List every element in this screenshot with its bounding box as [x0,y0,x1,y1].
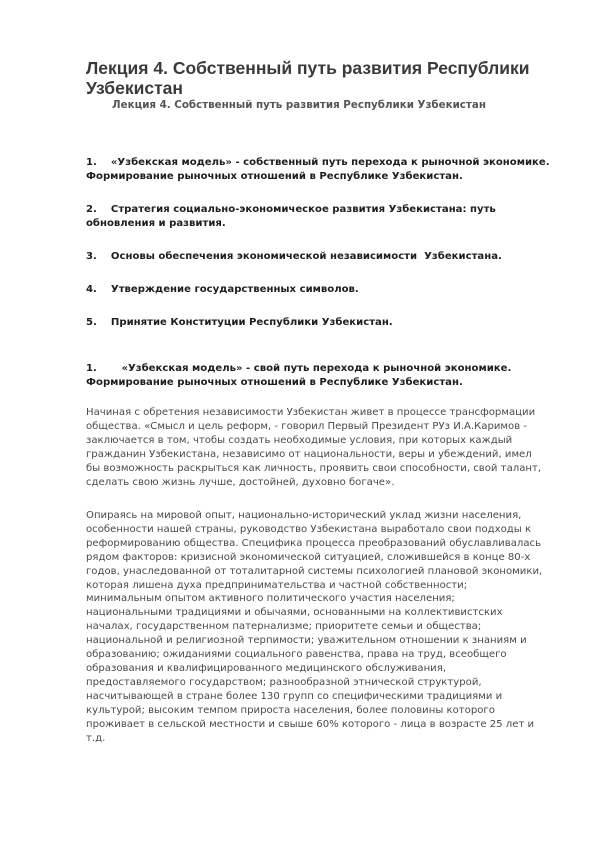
outline-item: 2. Стратегия социально-экономическое развития Узбекистана: путь обновления и развития. [86,204,500,229]
outline-item: 1. «Узбекская модель» - собственный путь перехода к рыночной экономике. Формирование рыночных отношений в Республике Узбекистан. [86,157,554,182]
outline-item: 3. Основы обеспечения экономической независимости Узбекистана. [86,251,502,262]
outline-item: 4. Утверждение государственных символов. [86,284,359,295]
lecture-outline [86,156,556,349]
document-title: Лекция 4. Собственный путь развития Республики Узбекистан [86,58,530,98]
section-heading: 1. «Узбекская модель» - свой путь перехода к рыночной экономике. Формирование рыночных отношений в Республике Узбекистан. [86,363,515,388]
body-paragraph: Начиная с обретения независимости Узбекистан живет в процессе трансформации общества. «Смысл и цель реформ, - говорил Первый Президент РУз И.А.Каримов - заключается в том, чтобы создать необходимые условия, при которых каждый гражданин Узбекистана, независимо от национальности, веры и убеждений, имел бы возможность раскрыться как личность, проявить свои способности, свой талант, сделать свою жизнь лучше, достойней, духовно богаче». [86,407,542,488]
outline-item: 5. Принятие Конституции Республики Узбекистан. [86,317,393,328]
body-paragraph: Опираясь на мировой опыт, национально-исторический уклад жизни населения, особенности нашей страны, руководство Узбекистана выработало свои подходы к реформированию общества. Специфика процесса преобразований обуславливалась рядом факторов: кризисной экономической ситуацией, сложившейся в конце 80-х годов, унаследованной от тоталитарной системы психологией плановой экономики, которая лишена духа предпринимательства и частной собственности; минимальным опытом активного политического участия населения; национальными традициями и обычаями, основанными на коллективистских началах, государственном патернализме; приоритете семьи и общества; национальной и религиозной терпимости; уважительном отношении к знаниям и образованию; ожиданиями социального равенства, права на труд, всеобщего образования и квалифицированного медицинского обслуживания, предоставляемого государством; разнообразной этнической структурой, насчитывающей в стране более 130 групп со специфическими традициями и культурой; высоким темпом прироста населения, более половины которого проживает в сельской местности и свыше 60% которого - лица в возрасте 25 лет и т.д. [86,510,543,744]
document-subtitle: Лекция 4. Собственный путь развития Республики Узбекистан [112,99,486,111]
